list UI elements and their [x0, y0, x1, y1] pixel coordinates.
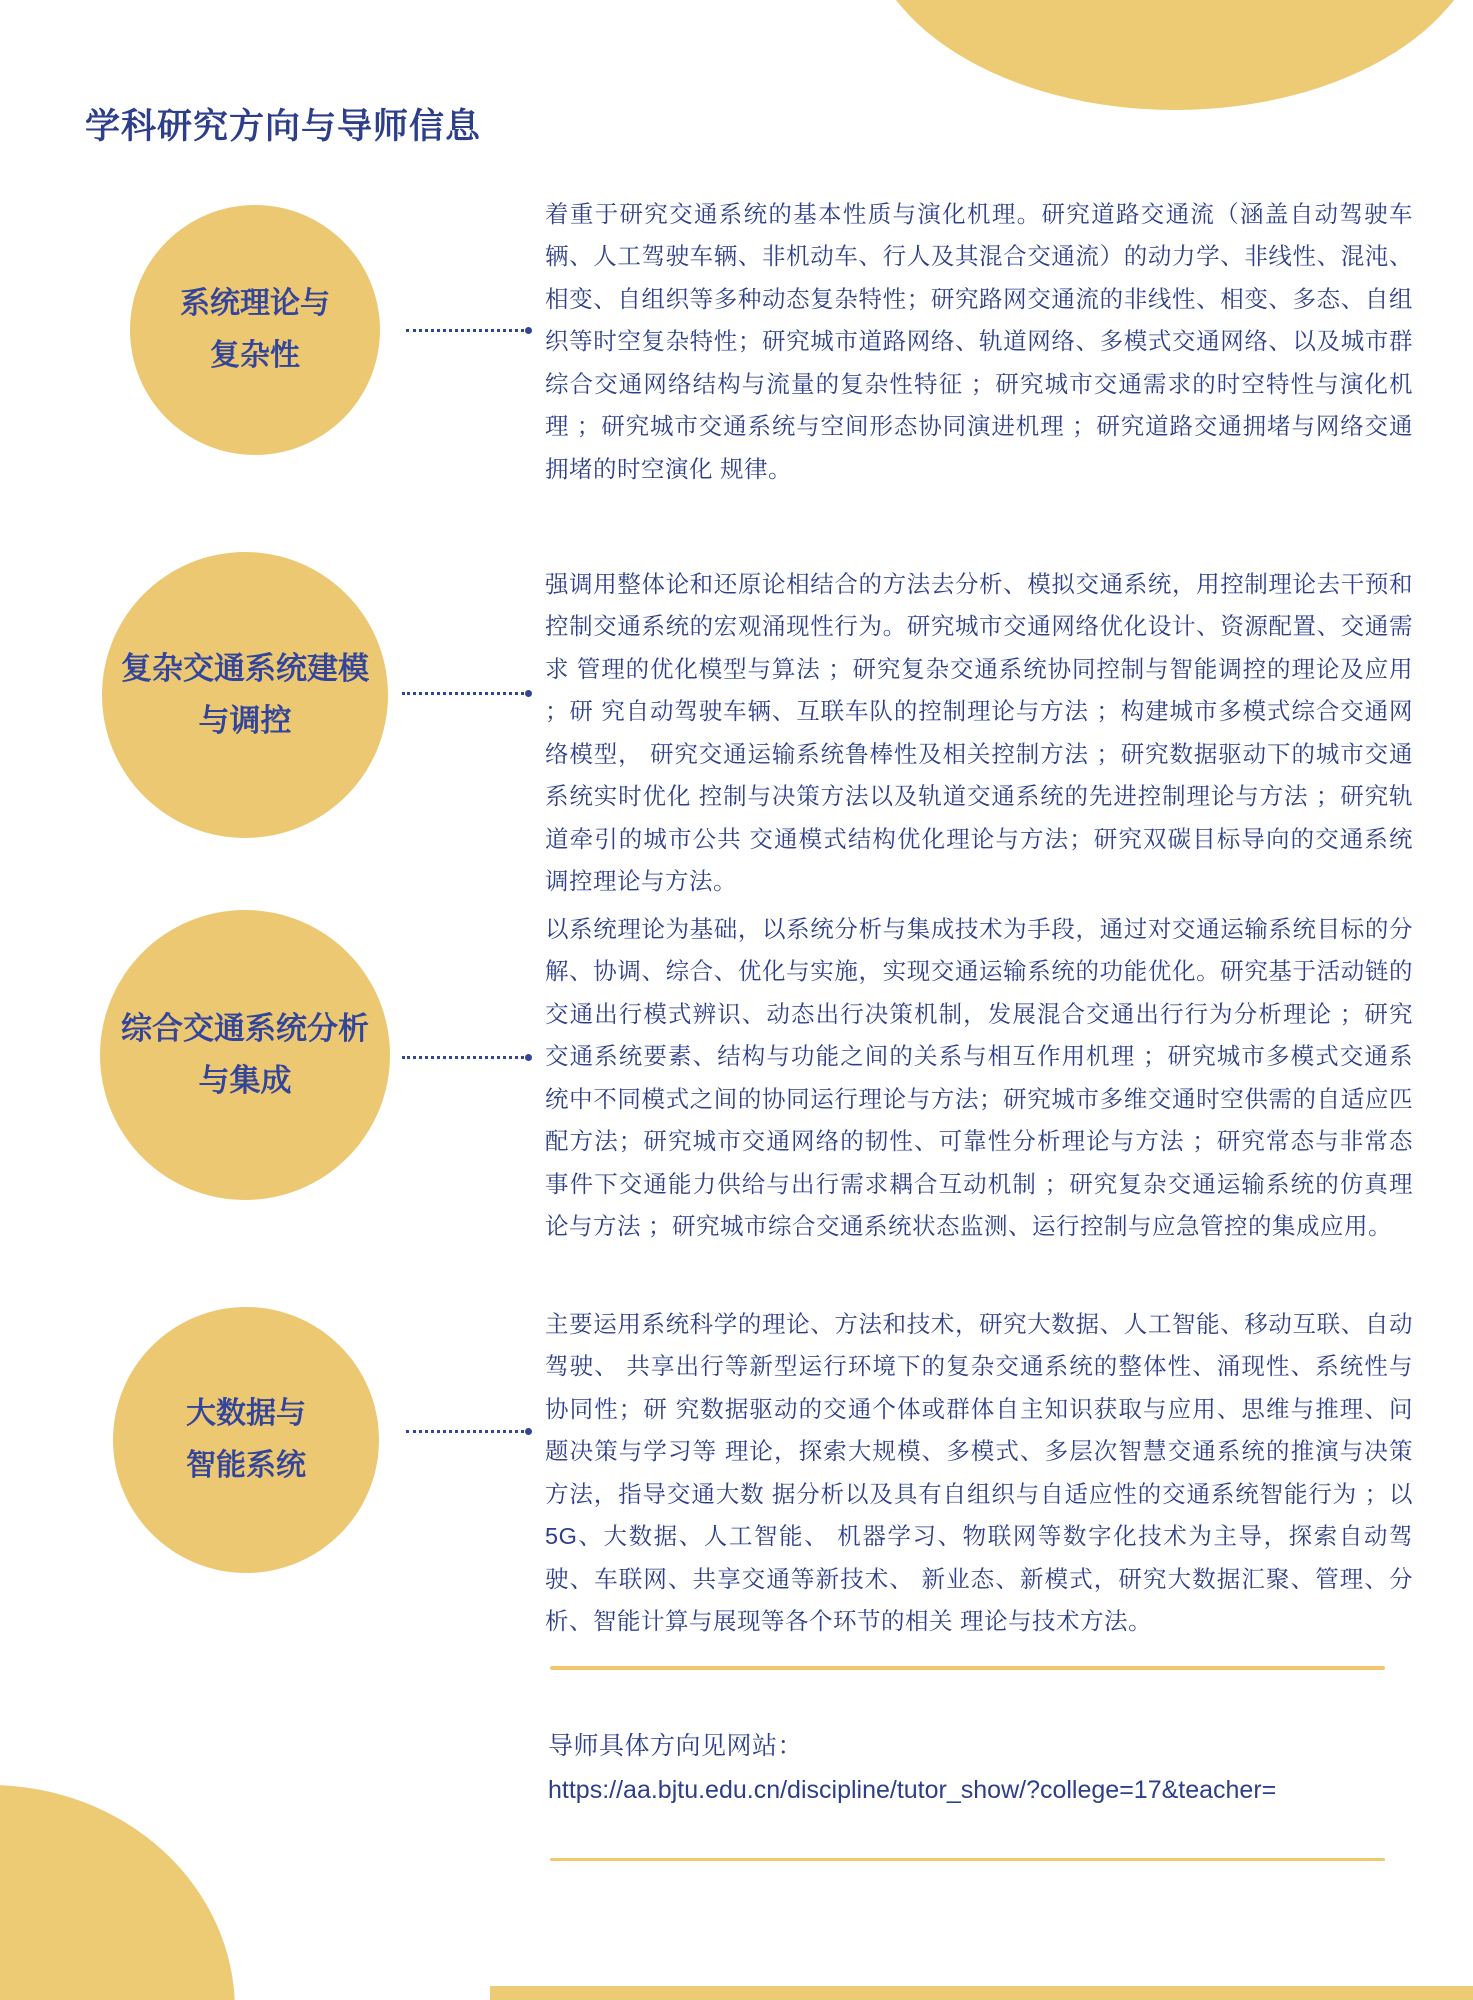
circle-label-line2: 与集成 — [198, 1063, 292, 1098]
top-right-yellow-ellipse — [865, 0, 1473, 110]
research-direction-description-2: 强调用整体论和还原论相结合的方法去分析、模拟交通系统，用控制理论去干预和控制交通系统的宏观涌现性行为。研究城市交通网络优化设计、资源配置、交通需求 管理的优化模型与算法 ；研究复杂交通系统协同控制与智能调控的理论及应用 ；研 究自动驾驶车辆、互联车队的控制理论与方法 ；构建城市多模式综合交通网络模型， 研究交通运输系统鲁棒性及相关控制方法 ；研究数据驱动下的城市交通系统实时优化 控制与决策方法以及轨道交通系统的先进控制理论与方法 ；研究轨道牵引的城市公共 交通模式结构优化理论与方法；研究双碳目标导向的交通系统调控理论与方法。 — [545, 570, 1413, 894]
circle-label-line1: 复杂交通系统建模 — [121, 651, 369, 686]
connector-dotted-line-2 — [402, 692, 524, 695]
tutor-website-note: 导师具体方向见网站： — [548, 1732, 804, 1760]
circle-label-line1: 系统理论与 — [180, 287, 330, 320]
circle-label-line2: 复杂性 — [210, 339, 300, 372]
circle-label-line1: 综合交通系统分析 — [121, 1011, 369, 1046]
research-direction-description-1: 着重于研究交通系统的基本性质与演化机理。研究道路交通流（涵盖自动驾驶车辆、人工驾驶车辆、非机动车、行人及其混合交通流）的动力学、非线性、混沌、相变、自组织等多种动态复杂特性；研究路网交通流的非线性、相变、多态、自组织等时空复杂特性；研究城市道路网络、轨道网络、多模式交通网络、以及城市群综合交通网络结构与流量的复杂性特征 ；研究城市交通需求的时空特性与演化机理 ；研究城市交通系统与空间形态协同演进机理 ；研究道路交通拥堵与网络交通拥堵的时空演化 规律。 — [545, 200, 1413, 482]
bottom-yellow-bar — [490, 1986, 1473, 2000]
connector-dotted-line-4 — [406, 1430, 524, 1433]
research-direction-description-4: 主要运用系统科学的理论、方法和技术，研究大数据、人工智能、移动互联、自动驾驶、 共享出行等新型运行环境下的复杂交通系统的整体性、涌现性、系统性与协同性；研 究数据驱动的交通个体或群体自主知识获取与应用、思维与推理、问题决策与学习等 理论，探索大规模、多模式、多层次智慧交通系统的推演与决策方法，指导交通大数 据分析以及具有自组织与自适应性的交通系统智能行为 ；以 5G、大数据、人工智能、 机器学习、物联网等数字化技术为主导，探索自动驾驶、车联网、共享交通等新技术、 新业态、新模式，研究大数据汇聚、管理、分析、智能计算与展现等各个环节的相关 理论与技术方法。 — [545, 1310, 1413, 1634]
circle-label-line1: 大数据与 — [186, 1397, 306, 1430]
bottom-left-yellow-ellipse — [0, 1785, 235, 2000]
research-direction-circle-3 — [100, 910, 390, 1200]
connector-dotted-line-1 — [406, 329, 524, 332]
research-direction-circle-1 — [130, 205, 380, 455]
research-direction-circle-4 — [113, 1307, 379, 1573]
tutor-website-url[interactable]: https://aa.bjtu.edu.cn/discipline/tutor_show/?college=17&teacher= — [548, 1776, 1277, 1804]
research-direction-circle-2 — [102, 552, 388, 838]
page-title: 学科研究方向与导师信息 — [85, 107, 482, 147]
research-direction-description-3: 以系统理论为基础，以系统分析与集成技术为手段，通过对交通运输系统目标的分解、协调、综合、优化与实施，实现交通运输系统的功能优化。研究基于活动链的交通出行模式辨识、动态出行决策机制，发展混合交通出行行为分析理论 ；研究交通系统要素、结构与功能之间的关系与相互作用机理 ；研究城市多模式交通系统中不同模式之间的协同运行理论与方法；研究城市多维交通时空供需的自适应匹配方法；研究城市交通网络的韧性、可靠性分析理论与方法 ；研究常态与非常态事件下交通能力供给与出行需求耦合互动机制 ；研究复杂交通运输系统的仿真理论与方法 ；研究城市综合交通系统状态监测、运行控制与应急管控的集成应用。 — [545, 915, 1413, 1239]
circle-label-line2: 与调控 — [198, 703, 292, 738]
divider-line-top — [550, 1666, 1385, 1670]
connector-dotted-line-3 — [402, 1056, 524, 1059]
divider-line-bottom — [550, 1858, 1385, 1861]
circle-label-line2: 智能系统 — [186, 1449, 306, 1482]
